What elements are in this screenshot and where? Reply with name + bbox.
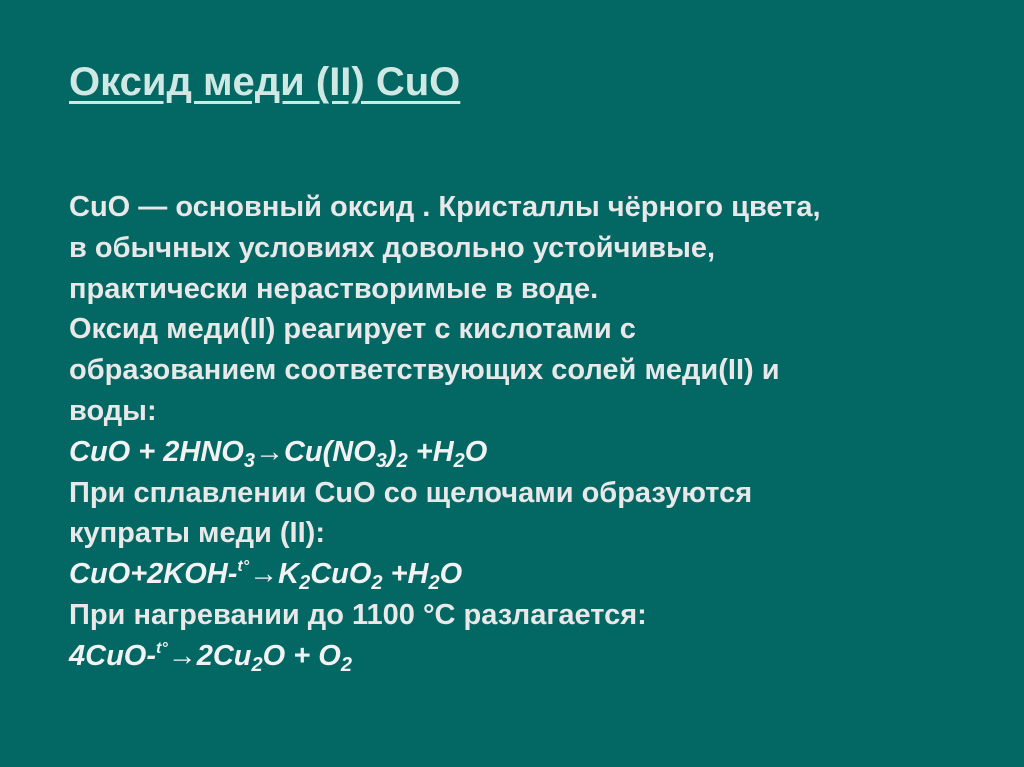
text-line: в обычных условиях довольно устойчивые, xyxy=(69,231,716,264)
text-line: При сплавлении CuO со щелочами образуются xyxy=(69,476,753,509)
slide-body xyxy=(69,187,969,677)
text-line: практически нерастворимые в воде. xyxy=(69,272,599,305)
equation-cuo-koh: $CuO+2KOH-^{t^\circ}\to K_2CuO_2 +H_2O$ xyxy=(69,558,463,595)
slide-title: Оксид меди (II) CuO xyxy=(69,60,461,104)
equation-cuo-decomposition: $4CuO-^{t^\circ}\to 2Cu_2O + O_2$ xyxy=(69,639,352,676)
equation-cuo-hno3: CuO + $2HNO_3\to Cu(NO_3)_2 +H_2O$ xyxy=(69,435,488,472)
text-line: купраты меди (II): xyxy=(69,517,325,550)
text-line: При нагревании до 1100 °С разлагается: xyxy=(69,598,647,631)
text-line: воды: xyxy=(69,394,157,427)
text-line: образованием соответствующих солей меди(II) и xyxy=(69,354,780,387)
text-line: Оксид меди(II) реагирует с кислотами с xyxy=(69,313,636,346)
text-line: CuO — основный оксид . Кристаллы чёрного цвета, xyxy=(69,191,821,223)
